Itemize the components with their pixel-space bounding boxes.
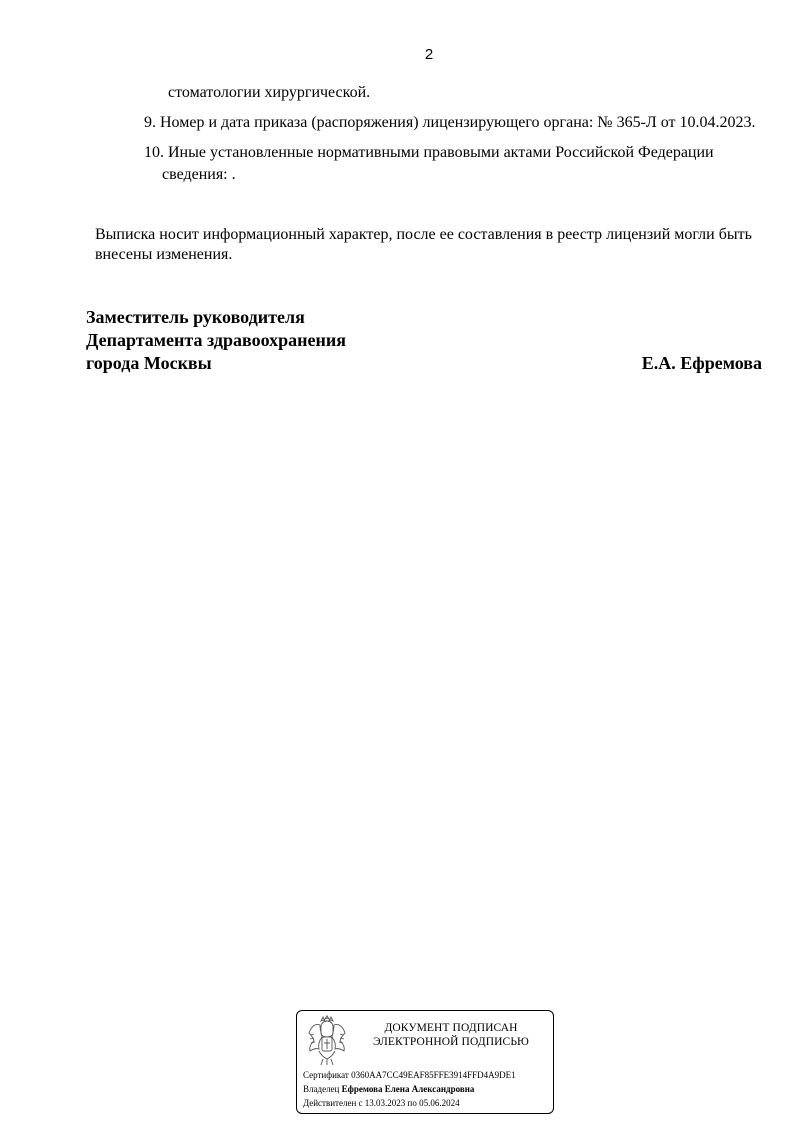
signatory-name: Е.А. Ефремова: [641, 353, 762, 373]
certificate-value: 0360AA7CC49EAF85FFE3914FFD4A9DE1: [351, 1070, 516, 1080]
valid-value: с 13.03.2023 по 05.06.2024: [358, 1098, 460, 1108]
note-line2: внесены изменения.: [95, 246, 233, 263]
page-number: 2: [424, 46, 434, 63]
stamp-title-line2: ЭЛЕКТРОННОЙ ПОДПИСЬЮ: [373, 1036, 529, 1048]
list-item-10-line2: сведения: .: [162, 166, 236, 183]
list-item-continuation: стоматологии хирургической.: [168, 84, 371, 101]
stamp-owner-row: [303, 1082, 516, 1096]
owner-label: Владелец: [303, 1084, 340, 1094]
signatory-position-line3: города Москвы: [86, 353, 212, 373]
stamp-certificate-row: [303, 1068, 516, 1082]
coat-of-arms-icon: [305, 1015, 349, 1069]
note-line1: Выписка носит информационный характер, после ее составления в реестр лицензий могли быть: [95, 226, 752, 243]
signatory-position-line1: Заместитель руководителя: [86, 307, 305, 327]
list-item-10-line1: 10. Иные установленные нормативными правовыми актами Российской Федерации: [144, 144, 714, 161]
stamp-title-line1: ДОКУМЕНТ ПОДПИСАН: [384, 1022, 518, 1034]
stamp-valid-row: [303, 1096, 516, 1110]
owner-value: Ефремова Елена Александровна: [341, 1084, 475, 1094]
certificate-label: Сертификат: [303, 1070, 349, 1080]
signatory-position-line2: Департамента здравоохранения: [86, 330, 347, 350]
electronic-signature-stamp: [296, 1010, 554, 1114]
valid-label: Действителен: [303, 1098, 357, 1108]
list-item-9: 9. Номер и дата приказа (распоряжения) лицензирующего органа: № 365-Л от 10.04.2023.: [144, 114, 756, 131]
stamp-title: [357, 1021, 545, 1049]
signature-block: [86, 306, 762, 375]
stamp-details: [303, 1068, 516, 1110]
